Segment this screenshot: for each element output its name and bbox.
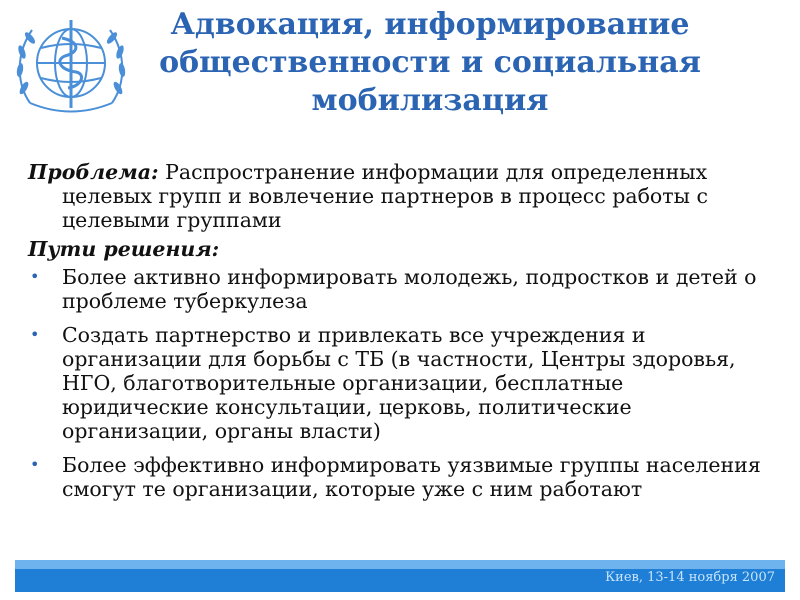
list-item-text: Более активно информировать молодежь, подростков и детей о проблеме туберкулеза — [62, 265, 757, 313]
solutions-list — [28, 265, 768, 501]
bullet-icon: • — [30, 325, 40, 344]
problem-paragraph — [28, 160, 768, 232]
list-item-text: Создать партнерство и привлекать все учреждения и организации для борьбы с ТБ (в частности, Центры здоровья, НГО, благотворительные организации, бесплатные юридические консультации, церковь, политические организации, органы власти) — [62, 323, 736, 443]
problem-label: Проблема: — [28, 160, 159, 184]
list-item — [28, 323, 768, 443]
who-emblem-icon — [10, 8, 132, 126]
list-item — [28, 265, 768, 313]
list-item — [28, 453, 768, 501]
footer-text: Киев, 13-14 ноября 2007 — [605, 570, 775, 585]
bullet-icon: • — [30, 455, 40, 474]
problem-text: Распространение информации для определенных целевых групп и вовлечение партнеров в процесс работы с целевыми группами — [62, 160, 708, 232]
solutions-label: Пути решения: — [28, 237, 220, 261]
footer-band — [15, 560, 785, 569]
slide-body — [28, 160, 768, 511]
slide-title: Адвокация, информирование общественности и социальная мобилизация — [159, 7, 701, 118]
list-item-text: Более эффективно информировать уязвимые группы населения смогут те организации, которые уже с ним работают — [62, 453, 761, 501]
footer-bar — [15, 560, 785, 592]
bullet-icon: • — [30, 267, 40, 286]
